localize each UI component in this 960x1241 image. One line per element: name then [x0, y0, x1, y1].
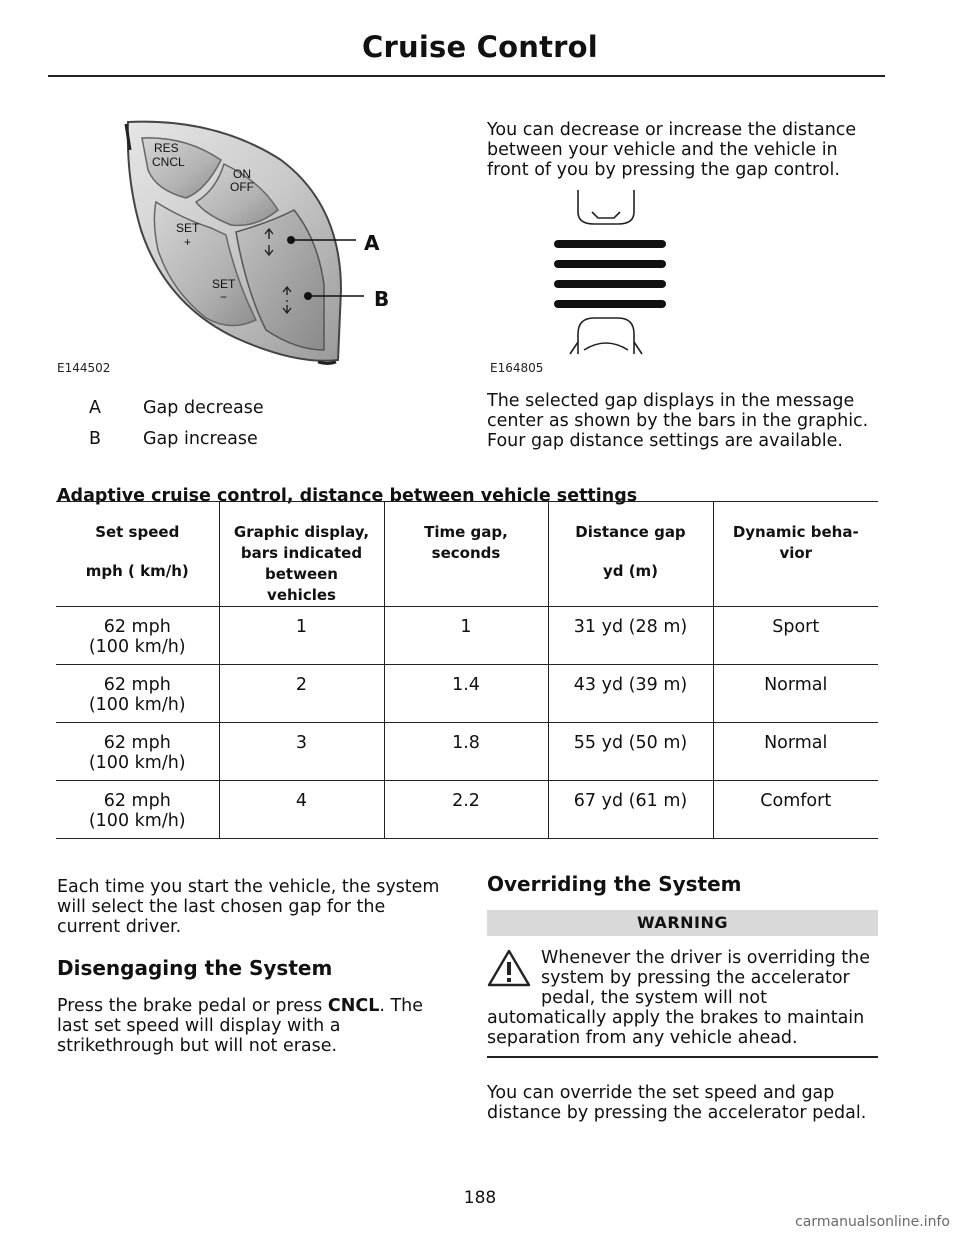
lead-vehicle-icon [578, 190, 634, 224]
set-minus-label: SET [212, 277, 236, 291]
figure-id-left: E144502 [57, 361, 111, 375]
col-header-set-speed: Set speed mph ( km/h) [56, 502, 219, 607]
col-header-distance-gap: Distance gap yd (m) [548, 502, 713, 607]
legend-label: Gap decrease [143, 398, 264, 418]
warning-bottom-rule [487, 1056, 878, 1058]
watermark: carmanualsonline.info [795, 1214, 950, 1230]
override-paragraph: You can override the set speed and gap distance by pressing the accelerator pedal. [487, 1083, 867, 1123]
legend-label: Gap increase [143, 429, 258, 449]
steering-control-illustration [56, 110, 416, 372]
set-plus-label: SET [176, 221, 200, 235]
callout-b: B [374, 287, 390, 311]
page-number: 188 [463, 1188, 497, 1208]
col-header-dynamic-behavior: Dynamic beha- vior [713, 502, 878, 607]
table-row: 62 mph (100 km/h) 3 1.8 55 yd (50 m) Normal [56, 723, 878, 781]
plus-label: + [184, 235, 192, 249]
col-header-graphic-display: Graphic display, bars indicated between vehicles [219, 502, 384, 607]
gap-bars-illustration [540, 188, 680, 358]
own-vehicle-icon [570, 318, 642, 354]
warning-label: WARNING [487, 910, 878, 936]
gap-bar [554, 300, 666, 308]
callout-a: A [364, 231, 380, 255]
table-heading: Adaptive cruise control, distance between vehicle settings [57, 486, 638, 506]
gap-bar [554, 240, 666, 248]
gap-display-paragraph: The selected gap displays in the message center as shown by the bars in the graphic. Four gap distance settings are available. [487, 391, 869, 451]
gap-settings-table [56, 501, 878, 839]
disengaging-heading: Disengaging the System [57, 956, 333, 980]
gap-bars [554, 240, 666, 308]
cncl-label: CNCL [152, 155, 185, 169]
table-row: 62 mph (100 km/h) 2 1.4 43 yd (39 m) Normal [56, 665, 878, 723]
title-rule [48, 75, 885, 77]
res-label: RES [154, 141, 179, 155]
minus-label: − [220, 290, 228, 304]
page-title: Cruise Control [362, 30, 598, 64]
table-row: 62 mph (100 km/h) 1 1 31 yd (28 m) Sport [56, 607, 878, 665]
legend-key: B [89, 429, 102, 449]
start-note-paragraph: Each time you start the vehicle, the system will select the last chosen gap for the current driver. [57, 877, 440, 937]
col-header-time-gap: Time gap, seconds [384, 502, 548, 607]
disengaging-paragraph: Press the brake pedal or press CNCL. The last set speed will display with a strikethrough but will not erase. [57, 996, 424, 1056]
table-header-row [56, 502, 878, 607]
table-row: 62 mph (100 km/h) 4 2.2 67 yd (61 m) Comfort [56, 781, 878, 839]
on-label: ON [233, 167, 251, 181]
overriding-heading: Overriding the System [487, 872, 742, 896]
off-label: OFF [230, 180, 254, 194]
gap-intro-paragraph: You can decrease or increase the distance between your vehicle and the vehicle in front of you by pressing the gap control. [487, 120, 857, 180]
legend-key: A [89, 398, 101, 418]
warning-text: Whenever the driver is overriding the system by pressing the accelerator pedal, the system will not automatically apply the brakes to maintain separation from any vehicle ahead. [487, 948, 870, 1048]
gap-bar [554, 260, 666, 268]
gap-bar [554, 280, 666, 288]
figure-id-right: E164805 [490, 361, 544, 375]
